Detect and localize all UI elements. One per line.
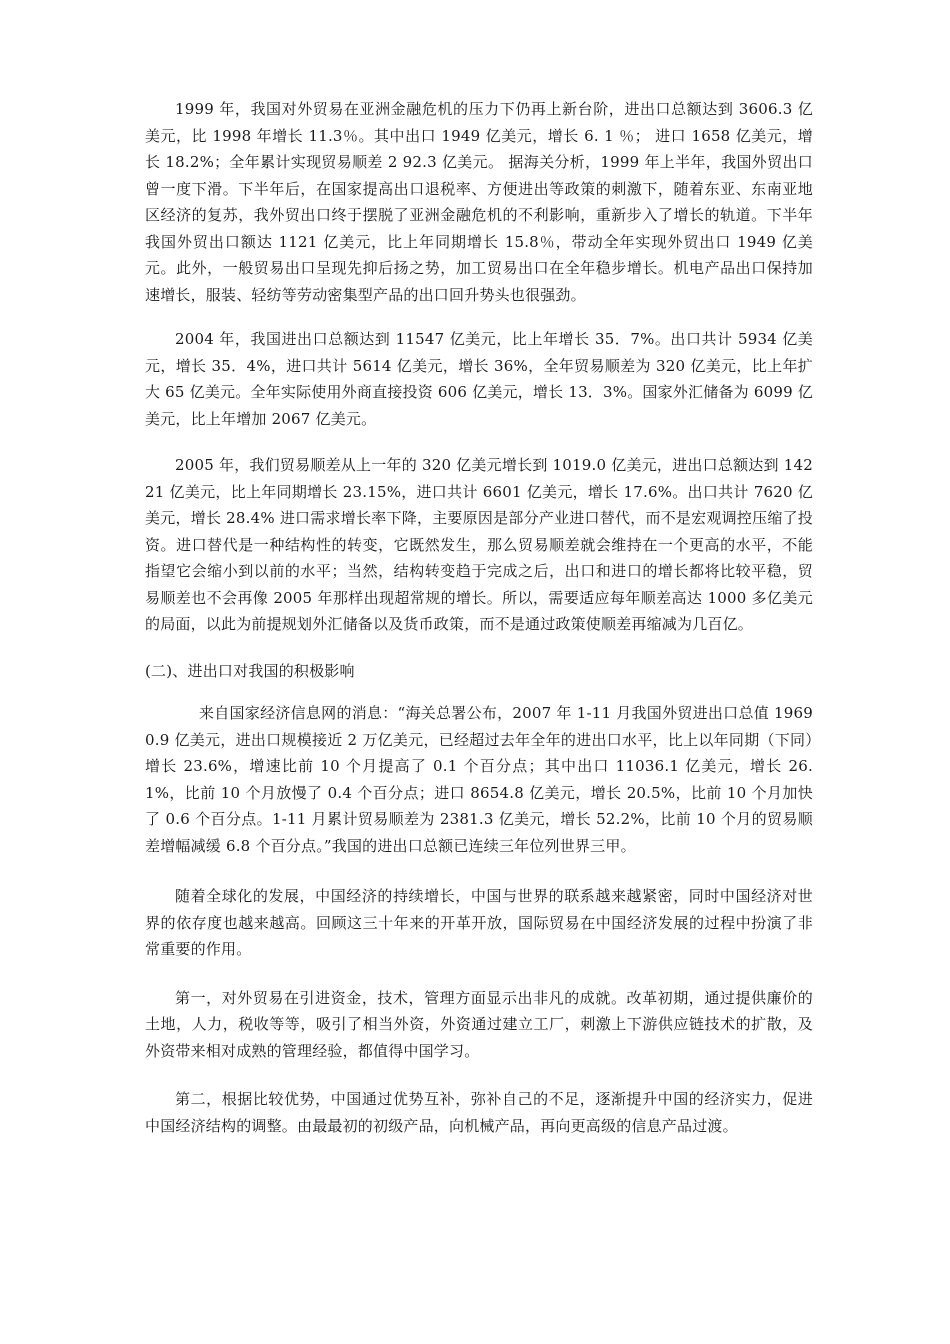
paragraph-2005-trade: 2005 年，我们贸易顺差从上一年的 320 亿美元增长到 1019.0 亿美元，进出口总额达到 14221 亿美元，比上年同期增长 23.15%，进口共计 6601 亿美元，增长 17.6%。出口共计 7620 亿美元，增长 28.4% 进口需求增长率下降，主要原因是部分产业进口替代，而不是宏观调控压缩了投资。进口替代是一种结构性的转变，它既然发生，那么贸易顺差就会维持在一个更高的水平，不能指望它会缩小到以前的水平；当然，结构转变趋于完成之后，出口和进口的增长都将比较平稳，贸易顺差也不会再像 2005 年那样出现超常规的增长。所以，需要适应每年顺差高达 1000 多亿美元的局面，以此为前提规划外汇储备以及货币政策，而不是通过政策使顺差再缩减为几百亿。: [145, 456, 813, 633]
section-heading: (二)、进出口对我国的积极影响: [145, 661, 355, 680]
paragraph-2004-trade: 2004 年，我国进出口总额达到 11547 亿美元，比上年增长 35．7%。出口共计 5934 亿美元，增长 35．4%，进口共计 5614 亿美元，增长 36%，全年贸易顺差为 320 亿美元，比上年扩大 65 亿美元。全年实际使用外商直接投资 606 亿美元，增长 13．3%。国家外汇储备为 6099 亿美元，比上年增加 2067 亿美元。: [145, 330, 813, 428]
paragraph-globalization: 随着全球化的发展，中国经济的持续增长，中国与世界的联系越来越紧密，同时中国经济对世界的依存度也越来越高。回顾这三十年来的开革开放，国际贸易在中国经济发展的过程中扮演了非常重要的作用。: [145, 887, 813, 958]
paragraph-1999-trade: 1999 年，我国对外贸易在亚洲金融危机的压力下仍再上新台阶，进出口总额达到 3606.3 亿美元，比 1998 年增长 11.3％。其中出口 1949 亿美元，增长 6. 1 ％； 进口 1658 亿美元，增长 18.2%；全年累计实现贸易顺差 2 92.3 亿美元。 据海关分析，1999 年上半年，我国外贸出口曾一度下滑。下半年后，在国家提高出口退税率、方便进出等政策的刺激下，随着东亚、东南亚地区经济的复苏，我外贸出口终于摆脱了亚洲金融危机的不利影响，重新步入了增长的轨道。下半年我国外贸出口额达 1121 亿美元，比上年同期增长 15.8％，带动全年实现外贸出口 1949 亿美元。此外，一般贸易出口呈现先抑后扬之势，加工贸易出口在全年稳步增长。机电产品出口保持加速增长，服装、轻纺等劳动密集型产品的出口回升势头也很强劲。: [145, 100, 813, 304]
paragraph-point-first: 第一，对外贸易在引进资金，技术，管理方面显示出非凡的成就。改革初期，通过提供廉价的土地，人力，税收等等，吸引了相当外资，外资通过建立工厂，刺激上下游供应链技术的扩散，及外资带来相对成熟的管理经验，都值得中国学习。: [145, 988, 813, 1060]
paragraph-point-second: 第二，根据比较优势，中国通过优势互补，弥补自己的不足，逐渐提升中国的经济实力，促进中国经济结构的调整。由最最初的初级产品，向机械产品，再向更高级的信息产品过渡。: [145, 1090, 813, 1135]
document-body: [145, 96, 813, 1159]
paragraph-2007-news: 来自国家经济信息网的消息：“海关总署公布，2007 年 1-11 月我国外贸进出口总值 19690.9 亿美元，进出口规模接近 2 万亿美元，已经超过去年全年的进出口水平，比上以年同期（下同）增长 23.6%，增速比前 10 个月提高了 0.1 个百分点；其中出口 11036.1 亿美元，增长 26.1%，比前 10 个月放慢了 0.4 个百分点；进口 8654.8 亿美元，增长 20.5%，比前 10 个月加快了 0.6 个百分点。1-11 月累计贸易顺差为 2381.3 亿美元，增长 52.2%，比前 10 个月的贸易顺差增幅减缓 6.8 个百分点。”我国的进出口总额已连续三年位列世界三甲。: [145, 704, 813, 855]
